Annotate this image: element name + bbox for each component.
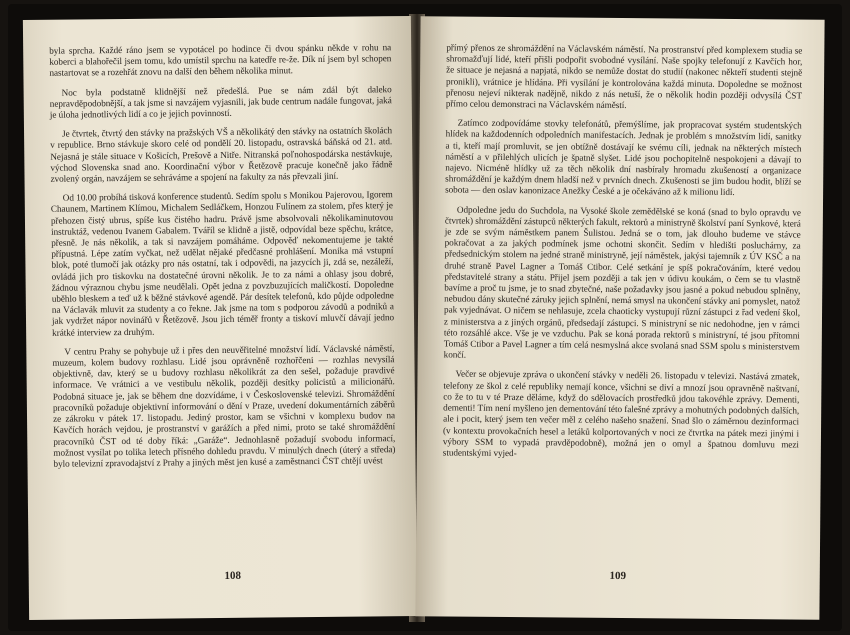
left-page — [23, 16, 417, 620]
left-page-number: 108 — [224, 569, 242, 582]
right-paragraph-2: Zatímco zodpovídáme stovky telefonátů, přemýšlíme, jak propracovat systém studentských hlídek na každodenních odpoledních manifestacích. Jednak je problém s množstvím lidí, sanitky a ti, kteří mají promluvit, se jen obtížně dostávají ke svému cíli, jednak na některých místech náměstí a v přilehlých ulicích je špatně slyšet. Lidé jsou pochopitelně nespokojeni a dávají to najevo. Nicméně hlídky už za těch několik dní nasbíraly hromadu zkušeností a organizace shromáždění je každým dnem hladší než v prvních dnech. Zkušenosti se jim budou hodit, blíží se sobota — den oslav kanonizace Anežky České a je očekáváno až k milionu lidí. — [445, 117, 802, 198]
right-page — [415, 16, 824, 620]
left-paragraph-4: Od 10.00 probíhá tisková konference studentů. Sedím spolu s Monikou Pajerovou, Igorem Chaunem, Martinem Klímou, Michalem Sedláčkem, Honzou Fulínem za stolem, přes který je přehozen čistý ubrus, spíše kus čistého hadru. Právě jsme absolvovali několikaminutovou instruktáž, vedenou Ivanem Gabalem. Tváříl se klidně a jistě, odpovídal beze spěchu, krátce, přesně. Je nás několik, a tak si navzájem pomáháme. Odpověď nekomentujeme je takté přípustná. Lépe zatím vyčkat, než udělat nějaké předčasné prohlášení. Monika má vstupní blok, poté tlumočí jak otázky pro nás ostatní, tak i odpovědi, na jazycích ji, zdá se, nezáleží, ovládá jich pro tiskovku na dostatečné úrovni několik. Je to za námi a ohlasy jsou dobré, žádnou výraznou chybu jsme neudělali. Opět jedna z povzbuzujících maličkostí. Dopoledne uběhlo bleskem a teď už k běžné stávkové agendě. Pár desítek telefonů, kdo půjde odpoledne na Václavák mluvit za studenty a co řekne. Jak jsme na tom s podporou závodů a podniků a jak vydržet nápor novinářů v Řetězově. Jsou jich téměř fronty a tiskoví mluvčí dávají jedno krátké interview za druhým. — [50, 189, 395, 338]
left-paragraph-3: Je čtvrtek, čtvrtý den stávky na pražských VŠ a několikátý den stávky na ostatních školách v republice. Brno stávkuje skoro celé od pondělí 20. listopadu, ostravská báňská od 21. atd. Nejasná je stále situace v Košicích, Prešově a Nitře. Nitranská poľnohospodárska nestávkuje, východ Slovenska snad ano. Koordinační výbor v Řetězově pracuje konečně jako řádně zvolený orgán, navzájem se sehráváme a spojení na fakulty za nás převzali jiní. — [50, 125, 393, 184]
right-paragraph-3: Odpoledne jedu do Suchdola, na Vysoké škole zemědělské se koná (snad to bylo opravdu ve čtvrtek) shromáždění zástupců některých fakult, rektorů a ministryně školství paní Synkové, která je zde se svým náměstkem panem Šulistou. Jedná se o tom, jak dlouho budeme ve stávce pokračovat a za jakých podmínek jsme ochotni skončit. Sedím v hledišti posluchárny, za předsednickým stolem na jedné straně ministryně, její náměstek, jakýsi tajemník z ÚV KSČ a na druhé straně Pavel Lagner a Tomáš Ctibor. Celé setkání je spíš pokračováním, které vedou představitelé strany a státu. Přijel jsem později a tak jen v údivu koukám, o čem se tu vlastně bavíme a proč tu jsme, je to snad zbytečné, naše požadavky jsou jasné a pokud nebudou splněny, nebudou dány skutečné záruky jejich splnění, nemá smysl na ukončení stávky ani pomyslet, natož pak vyjednávat. O ničem se nehlasuje, zcela chaoticky vystupují různí zástupci z řad vedení škol, z ministerstva a z jiných orgánů, předsedají zástupci. S ministryní se nic nedohodne, jen v rámci této rozsáhlé akce. Vše je ve vzduchu. Pak se koná porada rektorů s ministryní, té jsou přítomni Tomáš Ctibor a Pavel Lagner a tím celá nesmyslná akce svolaná snad SSM spolu s ministerstvem končí. — [443, 204, 801, 360]
right-page-number: 109 — [609, 569, 627, 583]
right-paragraph-4: Večer se objevuje zpráva o ukončení stávky v neděli 26. listopadu v televizi. Nastává zmatek, telefony ze škol z celé republiky nemají konce, všichni se diví a mnozí jsou opravněně naštvaní, co že to tu v té Praze děláme, když do sdělovacích prostředků jdou takovéhle zprávy. Dementi, dementi! Tím není myšleno jen dementování této falešné zprávy a mohutných podobných dalších, ale i pocit, který jsem ten večer měl z celého našeho snažení. Snad šlo o záměrnou dezinformaci (v kontextu provokačních hesel a letáků kolportovaných v noci ze čtvrtka na pátek mezi jinými i výbory SSM to vypadá pravděpodobně), možná jen o omyl a špatnou domluvu mezi studentskými vyjed- — [442, 369, 800, 459]
open-book — [8, 4, 842, 631]
right-paragraph-1: přímý přenos ze shromáždění na Václavském náměstí. Na prostranství před komplexem studia se shromažďují lidé, kteří přišli podpořit svobodné vysílání. Naše spojky telefonují z Kavčích hor, že situace je nejasná a napjatá, nikdo se nemůže dostat do studií (nakonec někteří studenti stejně pronikli), vrátnice je hlídána. Při vysílání je kontrolována každá minuta. Dopoledne se možnost přenosu nejeví nikterak nadějně, nikdo z nás netuší, že o několik hodin později odvysílá ČST přímo celou demonstraci na Václavském náměstí. — [445, 42, 803, 111]
left-paragraph-5: V centru Prahy se pohybuje už i přes den neuvěřitelné množství lidí. Václavské náměstí, muzeum, kolem budovy rozhlasu. Lidé jsou oprávněně rozhořčeni — rozhlas nevysílá objektivně, dav, který se u budovy rozhlasu několikrát za den sešel, požaduje pravdivé informace. Ve vrátnici a ve vestibulu několik, později desítky policistů a milicionářů. Podobná situace je, jak se během dne dozvídáme, i v Československé televizi. Shromáždění pracovníků požaduje objektivní informování o dění v Praze, uvedení dokumentárních záběrů ze zákroku v pátek 17. listopadu. Jediný prostor, kam se všichni v komplexu budov na Kavčích horách vejdou, je prostranství v garážích a před nimi, proto se také shromáždění pracovníků ČST od té doby říká: „Garáže“. Jednohlasně požadují svobodu informací, možnost vysílat po tolika letech přísného dohledu pravdu. V minulých dnech (úterý a středa) bylo televizní zpravodajství z Prahy a jiných měst jen kusé a zaměstnanci ČST chtějí uvést — [52, 343, 396, 469]
left-paragraph-2: Noc byla podstatně klidnější než předešlá. Pue se nám zdál být daleko nepravděpodobnější, a tak jsme si navzájem vyjasnili, jak bude centrum nadále fungovat, jaká je úloha jednotlivých lidí a co je jejich povinností. — [49, 83, 392, 120]
left-paragraph-1: byla sprcha. Každé ráno jsem se vypotácel po hodince či dvou spánku někde v rohu na koberci a blahořečil jsem tomu, kdo umístil sprchu na katedře re-že. Dík ní jsem byl schopen nastartovat se a rozehřát znovu na další den během několika minut. — [49, 42, 392, 79]
